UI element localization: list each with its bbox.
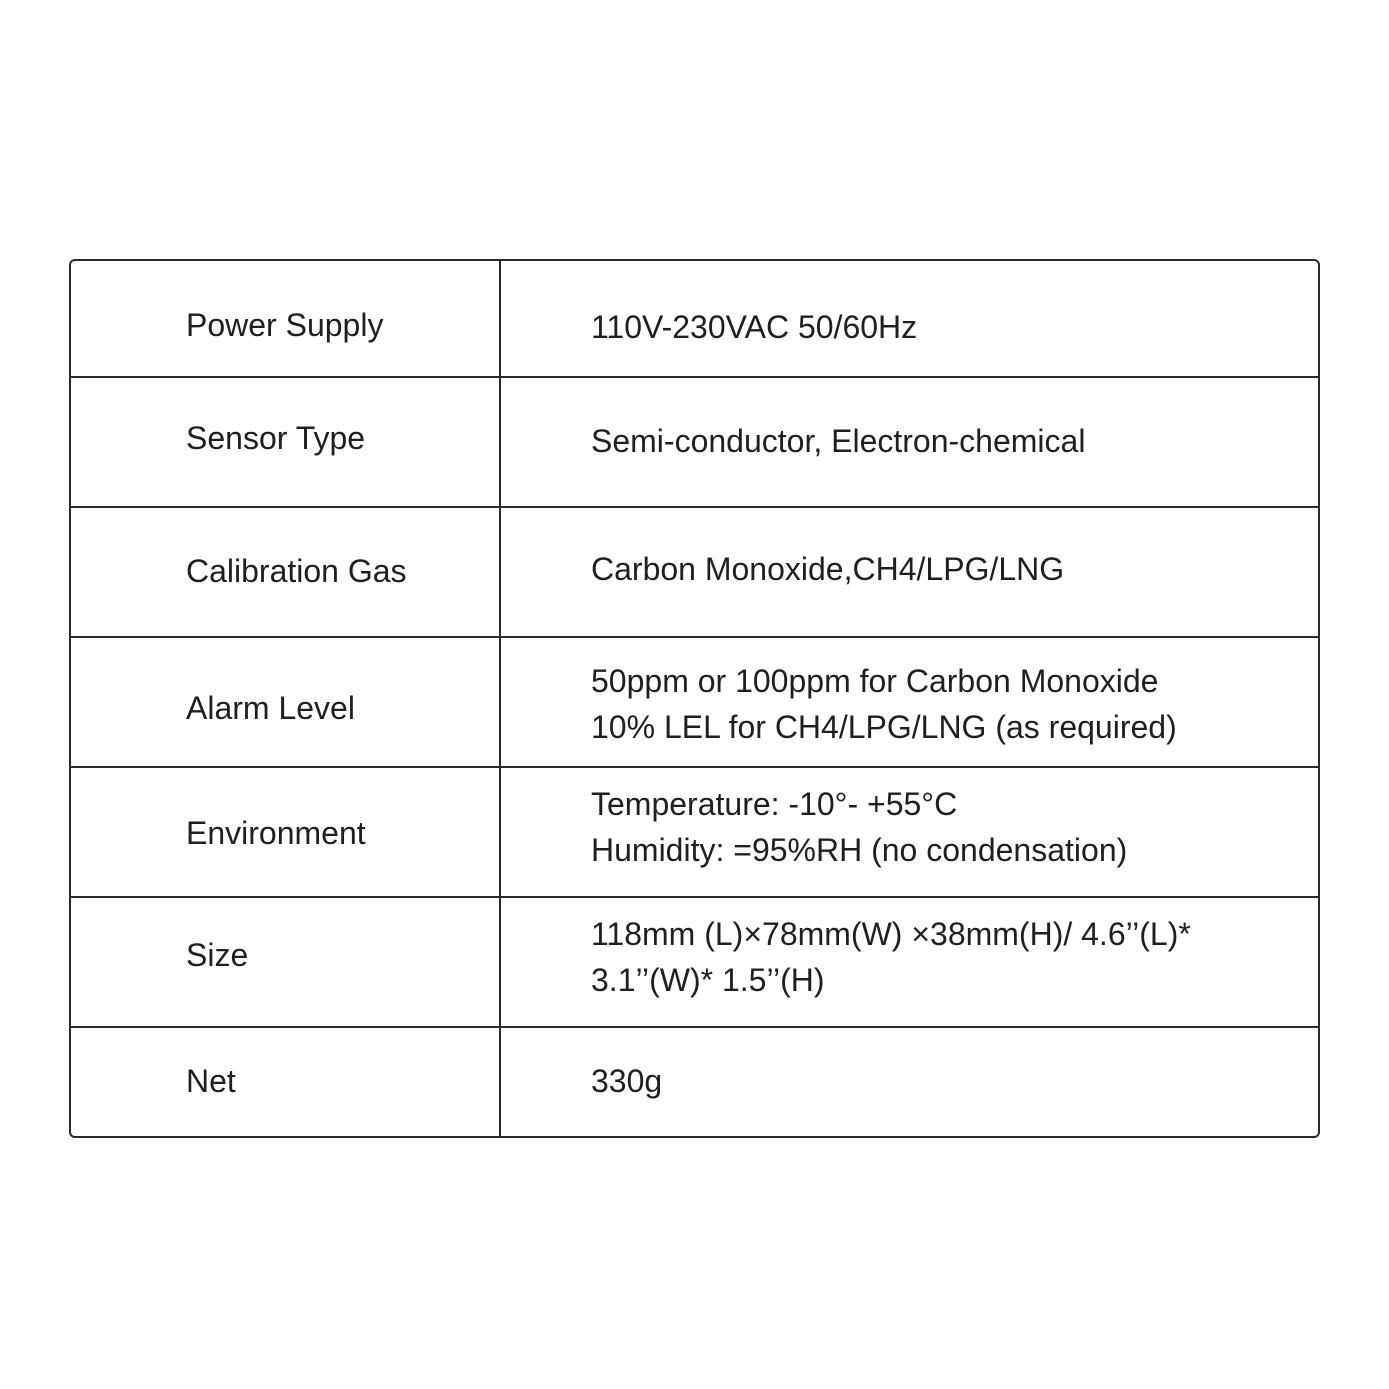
spec-value-line: Semi-conductor, Electron-chemical <box>591 423 1086 459</box>
spec-value-line: Humidity: =95%RH (no condensation) <box>591 832 1128 868</box>
spec-value <box>591 658 1177 750</box>
spec-value <box>591 911 1191 1003</box>
spec-label: Environment <box>186 815 366 851</box>
spec-table <box>69 259 1320 1138</box>
spec-value <box>591 546 1064 592</box>
spec-value <box>591 418 1085 464</box>
spec-label: Sensor Type <box>186 420 366 456</box>
spec-value-line: Carbon Monoxide,CH4/LPG/LNG <box>591 551 1065 587</box>
spec-value-line: 118mm (L)×78mm(W) ×38mm(H)/ 4.6’’(L)* <box>591 916 1191 952</box>
spec-value-line: 330g <box>591 1063 663 1099</box>
spec-row-sensor-type <box>71 378 1318 508</box>
spec-label: Calibration Gas <box>186 553 407 589</box>
spec-label: Alarm Level <box>186 690 355 726</box>
spec-value <box>591 1058 662 1104</box>
spec-value-line: 10% LEL for CH4/LPG/LNG (as required) <box>591 709 1177 745</box>
spec-row-environment <box>71 768 1318 898</box>
spec-label: Net <box>186 1063 236 1099</box>
spec-row-calibration-gas <box>71 508 1318 638</box>
spec-value-line: Temperature: -10°- +55°C <box>591 786 958 822</box>
spec-row-size <box>71 898 1318 1028</box>
spec-value <box>591 304 917 350</box>
spec-label: Power Supply <box>186 307 384 343</box>
spec-value-line: 3.1’’(W)* 1.5’’(H) <box>591 962 825 998</box>
spec-value-line: 50ppm or 100ppm for Carbon Monoxide <box>591 663 1159 699</box>
spec-row-power-supply <box>71 261 1318 378</box>
spec-value <box>591 781 1127 873</box>
spec-row-alarm-level <box>71 638 1318 768</box>
spec-row-net <box>71 1028 1318 1138</box>
spec-label: Size <box>186 937 249 973</box>
spec-value-line: 110V-230VAC 50/60Hz <box>591 309 918 345</box>
